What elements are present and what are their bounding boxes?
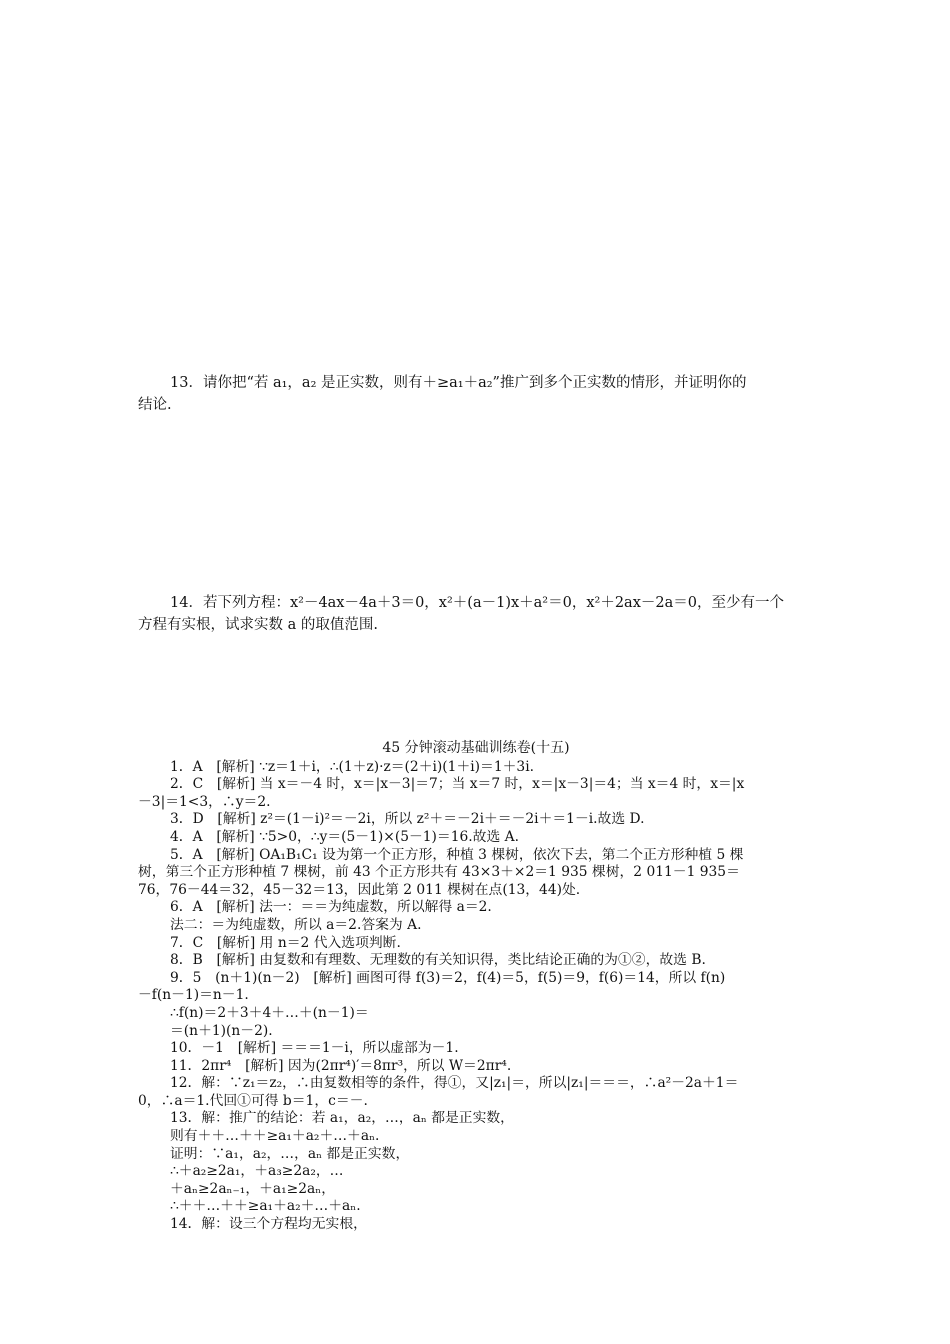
question-13-line-1: 13．请你把“若 a₁，a₂ 是正实数，则有＋≥a₁＋a₂”推广到多个正实数的情形，并证明你的: [170, 375, 747, 391]
answer-line: ＋aₙ≥2aₙ₋₁，＋a₁≥2aₙ，: [170, 1180, 336, 1197]
answer-line: 76，76－44＝32，45－32＝13，因此第 2 011 棵树在点(13，44)处.: [138, 881, 581, 898]
answer-line: 证明：∵a₁，a₂，…，aₙ 都是正实数，: [170, 1145, 410, 1162]
answer-line: 4．A [解析] ∵5>0，∴y＝(5－1)×(5－1)＝16.故选 A.: [170, 828, 520, 845]
answer-line: 法二：＝为纯虚数，所以 a＝2.答案为 A.: [170, 916, 422, 933]
answer-line: 9．5 (n＋1)(n－2) [解析] 画图可得 f(3)＝2，f(4)＝5，f(5)＝9，f(6)＝14，所以 f(n): [170, 969, 726, 986]
answer-line: ∴f(n)＝2＋3＋4＋…＋(n－1)＝: [170, 1004, 369, 1021]
answer-line: 则有＋＋…＋＋≥a₁＋a₂＋…＋aₙ.: [170, 1128, 380, 1145]
answer-line: －3|＝1<3，∴y＝2.: [138, 793, 271, 810]
answer-line: 3．D [解析] z²＝(1－i)²＝－2i，所以 z²＋＝－2i＋＝－2i＋＝1－i.故选 D.: [170, 811, 645, 828]
answer-line: 13．解：推广的结论：若 a₁，a₂，…，aₙ 都是正实数，: [170, 1110, 514, 1127]
answer-line: 7．C [解析] 用 n＝2 代入选项判断.: [170, 934, 401, 951]
answer-line: 0，∴a＝1.代回①可得 b＝1，c＝－.: [138, 1092, 368, 1109]
question-14-line-2: 方程有实根，试求实数 a 的取值范围.: [138, 617, 378, 633]
question-14-line-1: 14．若下列方程：x²－4ax－4a＋3＝0，x²＋(a－1)x＋a²＝0，x²＋2ax－2a＝0，至少有一个: [170, 595, 784, 611]
answer-line: ＝(n＋1)(n－2).: [170, 1022, 273, 1039]
answer-line: ∴＋a₂≥2a₁，＋a₃≥2a₂，…: [170, 1163, 344, 1180]
answer-line: ∴＋＋…＋＋≥a₁＋a₂＋…＋aₙ.: [170, 1198, 361, 1215]
answer-line: 6．A [解析] 法一：＝＝为纯虚数，所以解得 a＝2.: [170, 899, 492, 916]
answer-line: 11．2πr⁴ [解析] 因为(2πr⁴)′＝8πr³，所以 W＝2πr⁴.: [170, 1057, 512, 1074]
answer-line: 2．C [解析] 当 x＝－4 时，x＝|x－3|＝7；当 x＝7 时，x＝|x－3|＝4；当 x＝4 时，x＝|x: [170, 776, 745, 793]
answer-line: 10．－1 [解析] ＝＝＝1－i，所以虚部为－1.: [170, 1040, 459, 1057]
answer-line: 树，第三个正方形种植 7 棵树，前 43 个正方形共有 43×3＋×2＝1 935 棵树，2 011－1 935＝: [138, 864, 740, 881]
answer-line: 12．解：∵z₁＝z₂，∴由复数相等的条件，得①，又|z₁|＝，所以|z₁|＝＝＝，∴a²－2a＋1＝: [170, 1075, 739, 1092]
answer-line: 5．A [解析] OA₁B₁C₁ 设为第一个正方形，种植 3 棵树，依次下去，第二个正方形种植 5 棵: [170, 846, 744, 863]
answer-line: －f(n－1)＝n－1.: [138, 987, 249, 1004]
question-13-line-2: 结论.: [138, 397, 172, 413]
answer-line: 8．B [解析] 由复数和有理数、无理数的有关知识得，类比结论正确的为①②，故选 B.: [170, 952, 706, 969]
question-14: [138, 592, 814, 636]
question-13: [138, 372, 814, 416]
answer-key: [138, 740, 814, 1234]
answer-line: 1．A [解析] ∵z＝1＋i，∴(1＋z)·z＝(2＋i)(1＋i)＝1＋3i.: [170, 758, 534, 775]
answer-key-title: 45 分钟滚动基础训练卷(十五): [382, 740, 570, 756]
answer-line: 14．解：设三个方程均无实根，: [170, 1216, 367, 1233]
